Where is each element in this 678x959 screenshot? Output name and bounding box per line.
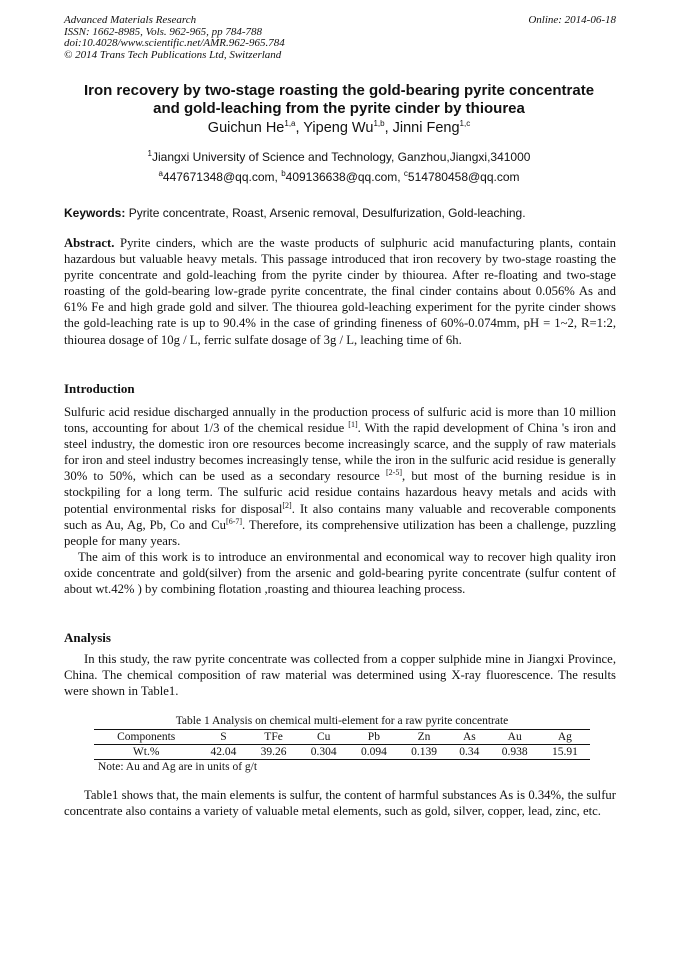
intro-text: . Therefore, its comprehensive utilization has been a challenge, puzzling people for many years. — [64, 517, 617, 548]
author-name: Jinni Feng — [392, 120, 460, 136]
affiliation-text: Jiangxi University of Science and Technology, Ganzhou,Jiangxi,341000 — [151, 150, 531, 164]
table-header-cell: Pb — [349, 730, 399, 745]
journal-name: Advanced Materials Research — [64, 14, 197, 26]
table-header-cell: As — [449, 730, 490, 745]
email-address: 514780458@qq.com — [407, 170, 520, 184]
table-header-cell: S — [198, 730, 248, 745]
online-date: Online: 2014-06-18 — [528, 14, 616, 26]
doi-line: doi:10.4028/www.scientific.net/AMR.962-965.784 — [64, 37, 285, 49]
citation-ref: [6-7] — [226, 516, 243, 526]
copyright-line: © 2014 Trans Tech Publications Ltd, Switzerland — [64, 48, 282, 61]
introduction-body — [64, 404, 616, 597]
citation-ref: [2] — [282, 500, 292, 510]
analysis-paragraph-1: In this study, the raw pyrite concentrate was collected from a copper sulphide mine in Jiangxi Province, China. The chemical composition of raw material was determined using X-ray fluorescence. The results were shown in Table1. — [64, 652, 616, 699]
title-line-1: Iron recovery by two-stage roasting the gold-bearing pyrite concentrate — [83, 82, 595, 99]
email-sup: b — [281, 169, 286, 178]
abstract — [64, 235, 616, 348]
keywords — [64, 206, 616, 220]
table-header-cell: TFe — [248, 730, 298, 745]
table-cell: 15.91 — [540, 745, 590, 760]
introduction-paragraph-2: The aim of this work is to introduce an environmental and economical way to recover high quality iron oxide concentrate and gold(silver) from the arsenic and gold-bearing pyrite concentrate (sulfur content of about wt.42% ) by combining flotation ,roasting and thiourea leaching process. — [64, 549, 616, 597]
table-cell: 0.094 — [349, 745, 399, 760]
table-cell: 0.304 — [299, 745, 349, 760]
table-header-row — [94, 730, 590, 745]
analysis-paragraph-2: Table1 shows that, the main elements is sulfur, the content of harmful substances As is 0.34%, the sulfur concentrate also contains a variety of valuable metal elements, such as gold, silver, copper, lead, zinc, etc. — [64, 788, 616, 819]
table-header-cell: Au — [490, 730, 540, 745]
intro-text: Sulfuric acid residue discharged annually in the production process of sulfuric acid is more than 10 million tons, accounting for about 1/3 of the chemical residue — [64, 405, 616, 436]
table-cell: 39.26 — [248, 745, 298, 760]
table-1 — [94, 714, 590, 773]
composition-table — [94, 729, 590, 760]
email-list: $^a$447671348@qq.com, $^b$409136638@qq.com, $^c$514780458@qq.com — [158, 169, 520, 184]
title-line-2: and gold-leaching from the pyrite cinder by thiourea — [153, 100, 525, 117]
email-sup: a — [158, 169, 163, 178]
table-cell: 0.34 — [449, 745, 490, 760]
author-sup: 1,c — [459, 119, 471, 129]
affiliation-sup: 1 — [147, 149, 152, 158]
table-note: Note: Au and Ag are in units of g/t — [98, 761, 258, 773]
journal-header — [64, 15, 616, 61]
intro-text: , but most of the burning residue is in stockpiling for a long term. The sulfuric acid residue contains hazardous heavy metals and acids with potential environmental risks for disposal — [64, 469, 616, 516]
email-sup: c — [403, 169, 408, 178]
abstract-label: Abstract. — [64, 236, 115, 250]
table-cell: 0.938 — [490, 745, 540, 760]
table-caption: Table 1 Analysis on chemical multi-element for a raw pyrite concentrate — [175, 715, 509, 727]
introduction-paragraph-1 — [64, 404, 616, 549]
email-address: 447671348@qq.com — [162, 170, 275, 184]
abstract-text: Pyrite cinders, which are the waste products of sulphuric acid manufacturing plants, contain hazardous but valuable heavy metals. This passage introduced that iron recovery by two-stage roasting the pyrite concentrate and gold-leaching from the pyrite cinder by thiourea. After re-floating and two-stage roasting of the gold-bearing low-grade pyrite concentrate, the final cinder contains about 0.056% As and 61% Fe and high grade gold and silver. The thiourea gold-leaching experiment for the pyrite cinder shows the gold-leaching rate is up to 90.4% in the case of grinding fineness of 60%-0.074mm, pH = 1~2, R=1:2, thiourea dosage of 10g / L, ferric sulfate dosage of 3g / L, leaching time of 6h. — [64, 236, 617, 347]
citation-ref: [1] — [348, 419, 358, 429]
author-sup: 1,a — [284, 119, 296, 129]
keywords-label: Keywords: — [64, 206, 126, 220]
email-address: 409136638@qq.com — [285, 170, 398, 184]
table-header-cell: Cu — [299, 730, 349, 745]
author-name: Guichun He — [207, 120, 285, 136]
table-row — [94, 745, 590, 760]
section-heading-analysis: Analysis — [64, 630, 111, 645]
table-header-cell: Components — [94, 730, 198, 745]
intro-text: . With the rapid development of China 's iron and steel industry, the domestic iron ore resources become increasingly scarce, and the supply of raw materials for iron and steel industry becomes increasingly tense, while the iron in the sulfuric acid residue is generally 30% to 50%, which can be used as a secondary resource — [64, 421, 616, 484]
table-cell: Wt.% — [94, 745, 198, 760]
affiliation — [0, 150, 678, 164]
keywords-text: Pyrite concentrate, Roast, Arsenic removal, Desulfurization, Gold-leaching. — [128, 206, 526, 220]
table-header-cell: Zn — [399, 730, 449, 745]
intro-text: . It also contains many valuable and recoverable components such as Au, Ag, Pb, Co and Cu — [64, 501, 616, 532]
author-sup: 1,b — [373, 119, 385, 129]
citation-ref: [2-5] — [385, 468, 402, 478]
author-list: Guichun He$^{1,a}$, Yipeng Wu$^{1,b}$, Jinni Feng$^{1,c}$ — [207, 119, 471, 136]
table-header-cell: Ag — [540, 730, 590, 745]
issn-line: ISSN: 1662-8985, Vols. 962-965, pp 784-788 — [64, 25, 262, 38]
author-name: Yipeng Wu — [303, 120, 374, 136]
table-cell: 42.04 — [198, 745, 248, 760]
table-cell: 0.139 — [399, 745, 449, 760]
paper-title — [40, 82, 638, 118]
section-heading-introduction: Introduction — [64, 381, 135, 396]
